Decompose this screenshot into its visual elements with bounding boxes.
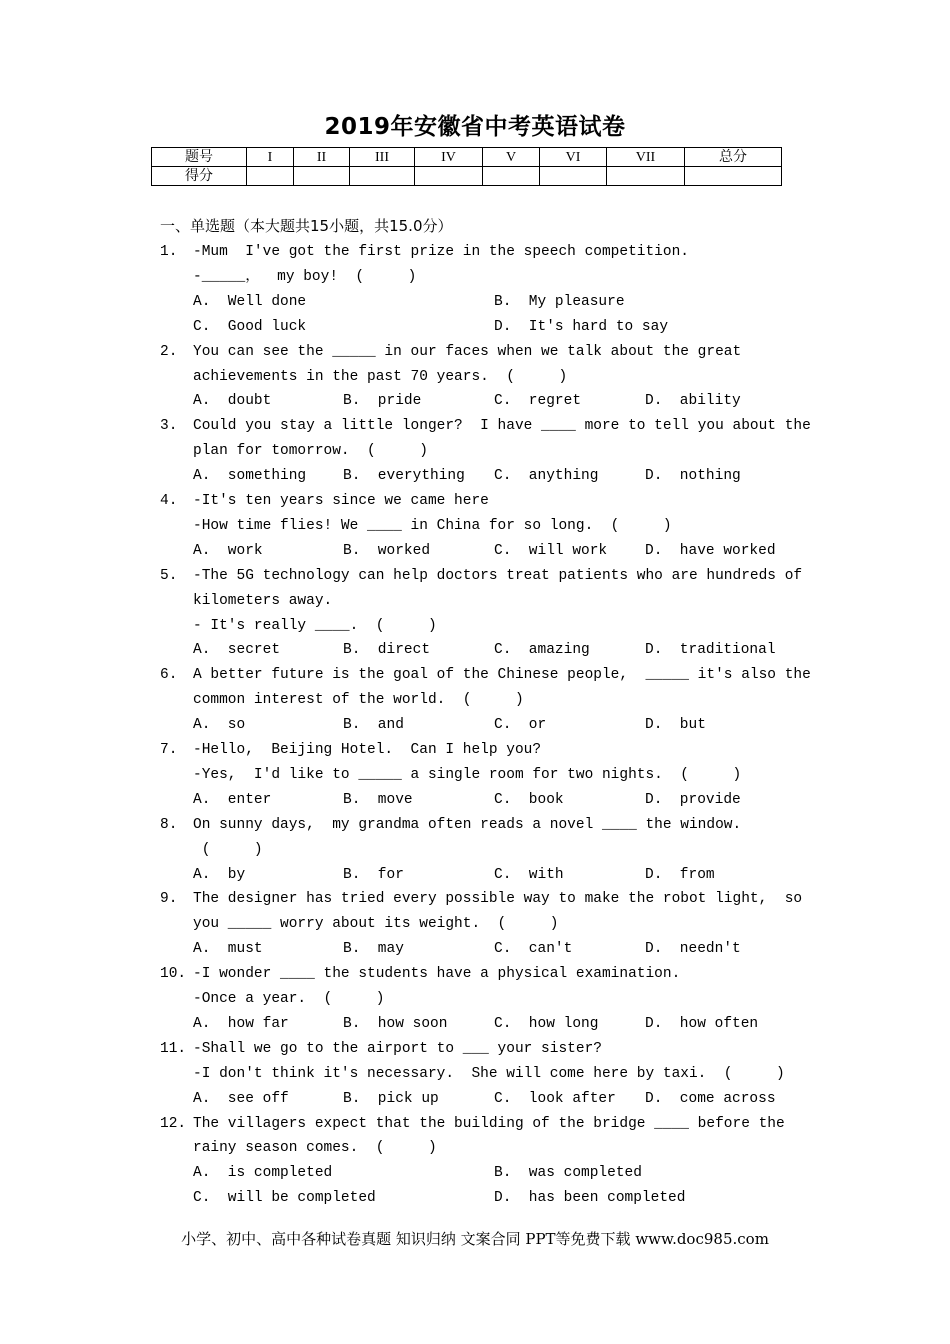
question-stem-line: - It's really ____. ( ) xyxy=(193,618,437,634)
question-stem-line: -Hello, Beijing Hotel. Can I help you? xyxy=(193,742,542,758)
answer-option: A. work xyxy=(193,543,263,559)
question-stem-line: On sunny days, my grandma often reads a novel ____ the window. xyxy=(193,817,742,833)
question-stem-line: You can see the _____ in our faces when we talk about the great xyxy=(193,344,742,360)
score-table xyxy=(151,147,782,186)
score-table-cell: I xyxy=(247,148,294,167)
question-number: 12. xyxy=(160,1116,187,1132)
answer-option: D. have worked xyxy=(645,543,776,559)
answer-option: C. Good luck xyxy=(193,319,307,335)
question-stem-line: ( ) xyxy=(193,842,263,858)
answer-option: D. from xyxy=(645,867,715,883)
question-stem-line: -I don't think it's necessary. She will come here by taxi. ( ) xyxy=(193,1066,785,1082)
question-number: 5. xyxy=(160,568,178,584)
question-number: 2. xyxy=(160,344,178,360)
question-stem-line: -The 5G technology can help doctors treat patients who are hundreds of xyxy=(193,568,803,584)
answer-option: C. can't xyxy=(494,941,573,957)
answer-option: A. enter xyxy=(193,792,272,808)
question-stem-line: -I wonder ____ the students have a physical examination. xyxy=(193,966,681,982)
answer-option: A. see off xyxy=(193,1091,289,1107)
answer-option: B. worked xyxy=(343,543,431,559)
answer-option: D. provide xyxy=(645,792,741,808)
score-table-cell xyxy=(415,167,483,186)
question-stem-line: -Shall we go to the airport to ___ your sister? xyxy=(193,1041,602,1057)
question-stem-line: -Yes, I'd like to _____ a single room for two nights. ( ) xyxy=(193,767,742,783)
score-table-cell: II xyxy=(294,148,350,167)
answer-option: C. anything xyxy=(494,468,599,484)
score-table-cell: V xyxy=(483,148,540,167)
answer-option: D. has been completed xyxy=(494,1190,686,1206)
answer-option: C. with xyxy=(494,867,564,883)
answer-option: C. how long xyxy=(494,1016,599,1032)
page-title: 2019年安徽省中考英语试卷 xyxy=(324,114,626,140)
answer-option: A. doubt xyxy=(193,393,272,409)
answer-option: D. traditional xyxy=(645,642,776,658)
score-table-cell: VII xyxy=(607,148,685,167)
question-stem-line: Could you stay a little longer? I have ____ more to tell you about the xyxy=(193,418,811,434)
answer-option: B. move xyxy=(343,792,413,808)
question-stem-line: achievements in the past 70 years. ( ) xyxy=(193,369,568,385)
answer-option: D. needn't xyxy=(645,941,741,957)
answer-option: B. how soon xyxy=(343,1016,448,1032)
score-table-cell: VI xyxy=(540,148,607,167)
answer-option: D. but xyxy=(645,717,706,733)
answer-option: B. and xyxy=(343,717,404,733)
question-number: 11. xyxy=(160,1041,187,1057)
question-number: 4. xyxy=(160,493,178,509)
answer-option: B. pride xyxy=(343,393,422,409)
question-stem-line: The designer has tried every possible way to make the robot light, so xyxy=(193,891,803,907)
question-stem-line: -Once a year. ( ) xyxy=(193,991,385,1007)
score-table-cell xyxy=(247,167,294,186)
question-stem-line: -_____， my boy! ( ) xyxy=(193,269,417,285)
question-stem-line: kilometers away. xyxy=(193,593,333,609)
answer-option: C. will work xyxy=(494,543,608,559)
score-table-cell: 得分 xyxy=(152,167,247,186)
answer-option: C. book xyxy=(494,792,564,808)
question-number: 7. xyxy=(160,742,178,758)
question-stem-line: plan for tomorrow. ( ) xyxy=(193,443,428,459)
question-stem-line: -How time flies! We ____ in China for so long. ( ) xyxy=(193,518,672,534)
answer-option: A. by xyxy=(193,867,246,883)
answer-option: B. was completed xyxy=(494,1165,642,1181)
score-table-cell xyxy=(540,167,607,186)
question-stem-line: rainy season comes. ( ) xyxy=(193,1140,437,1156)
answer-option: C. will be completed xyxy=(193,1190,376,1206)
score-table-cell xyxy=(685,167,782,186)
question-stem-line: The villagers expect that the building of the bridge ____ before the xyxy=(193,1116,785,1132)
question-stem-line: common interest of the world. ( ) xyxy=(193,692,524,708)
section-heading: 一、单选题（本大题共15小题，共15.0分） xyxy=(160,217,453,235)
answer-option: D. come across xyxy=(645,1091,776,1107)
answer-option: B. pick up xyxy=(343,1091,439,1107)
question-stem-line: you _____ worry about its weight. ( ) xyxy=(193,916,559,932)
footer-text: 小学、初中、高中各种试卷真题 知识归纳 文案合同 PPT等免费下载 www.doc985.com xyxy=(181,1230,769,1248)
answer-option: C. or xyxy=(494,717,547,733)
answer-option: A. Well done xyxy=(193,294,307,310)
answer-option: D. how often xyxy=(645,1016,759,1032)
question-number: 3. xyxy=(160,418,178,434)
question-stem-line: -It's ten years since we came here xyxy=(193,493,489,509)
score-table-cell: III xyxy=(350,148,415,167)
question-number: 6. xyxy=(160,667,178,683)
score-table-cell xyxy=(607,167,685,186)
score-table-cell xyxy=(294,167,350,186)
answer-option: C. regret xyxy=(494,393,582,409)
answer-option: A. something xyxy=(193,468,307,484)
question-number: 8. xyxy=(160,817,178,833)
score-table-cell xyxy=(483,167,540,186)
question-stem-line: A better future is the goal of the Chinese people, _____ it's also the xyxy=(193,667,811,683)
answer-option: A. is completed xyxy=(193,1165,333,1181)
score-table-cell xyxy=(350,167,415,186)
score-table-score-row xyxy=(152,167,782,186)
answer-option: B. My pleasure xyxy=(494,294,625,310)
score-table-header-row xyxy=(152,148,782,167)
answer-option: A. how far xyxy=(193,1016,289,1032)
answer-option: D. ability xyxy=(645,393,741,409)
score-table-cell: IV xyxy=(415,148,483,167)
score-table-cell: 总分 xyxy=(685,148,782,167)
score-table-cell: 题号 xyxy=(152,148,247,167)
answer-option: B. everything xyxy=(343,468,465,484)
answer-option: A. secret xyxy=(193,642,281,658)
answer-option: B. may xyxy=(343,941,404,957)
answer-option: C. look after xyxy=(494,1091,616,1107)
answer-option: A. so xyxy=(193,717,246,733)
answer-option: D. nothing xyxy=(645,468,741,484)
answer-option: C. amazing xyxy=(494,642,590,658)
question-number: 10. xyxy=(160,966,187,982)
answer-option: A. must xyxy=(193,941,263,957)
question-number: 1. xyxy=(160,244,178,260)
question-stem-line: -Mum I've got the first prize in the speech competition. xyxy=(193,244,689,260)
answer-option: B. direct xyxy=(343,642,431,658)
answer-option: B. for xyxy=(343,867,404,883)
answer-option: D. It's hard to say xyxy=(494,319,669,335)
question-number: 9. xyxy=(160,891,178,907)
